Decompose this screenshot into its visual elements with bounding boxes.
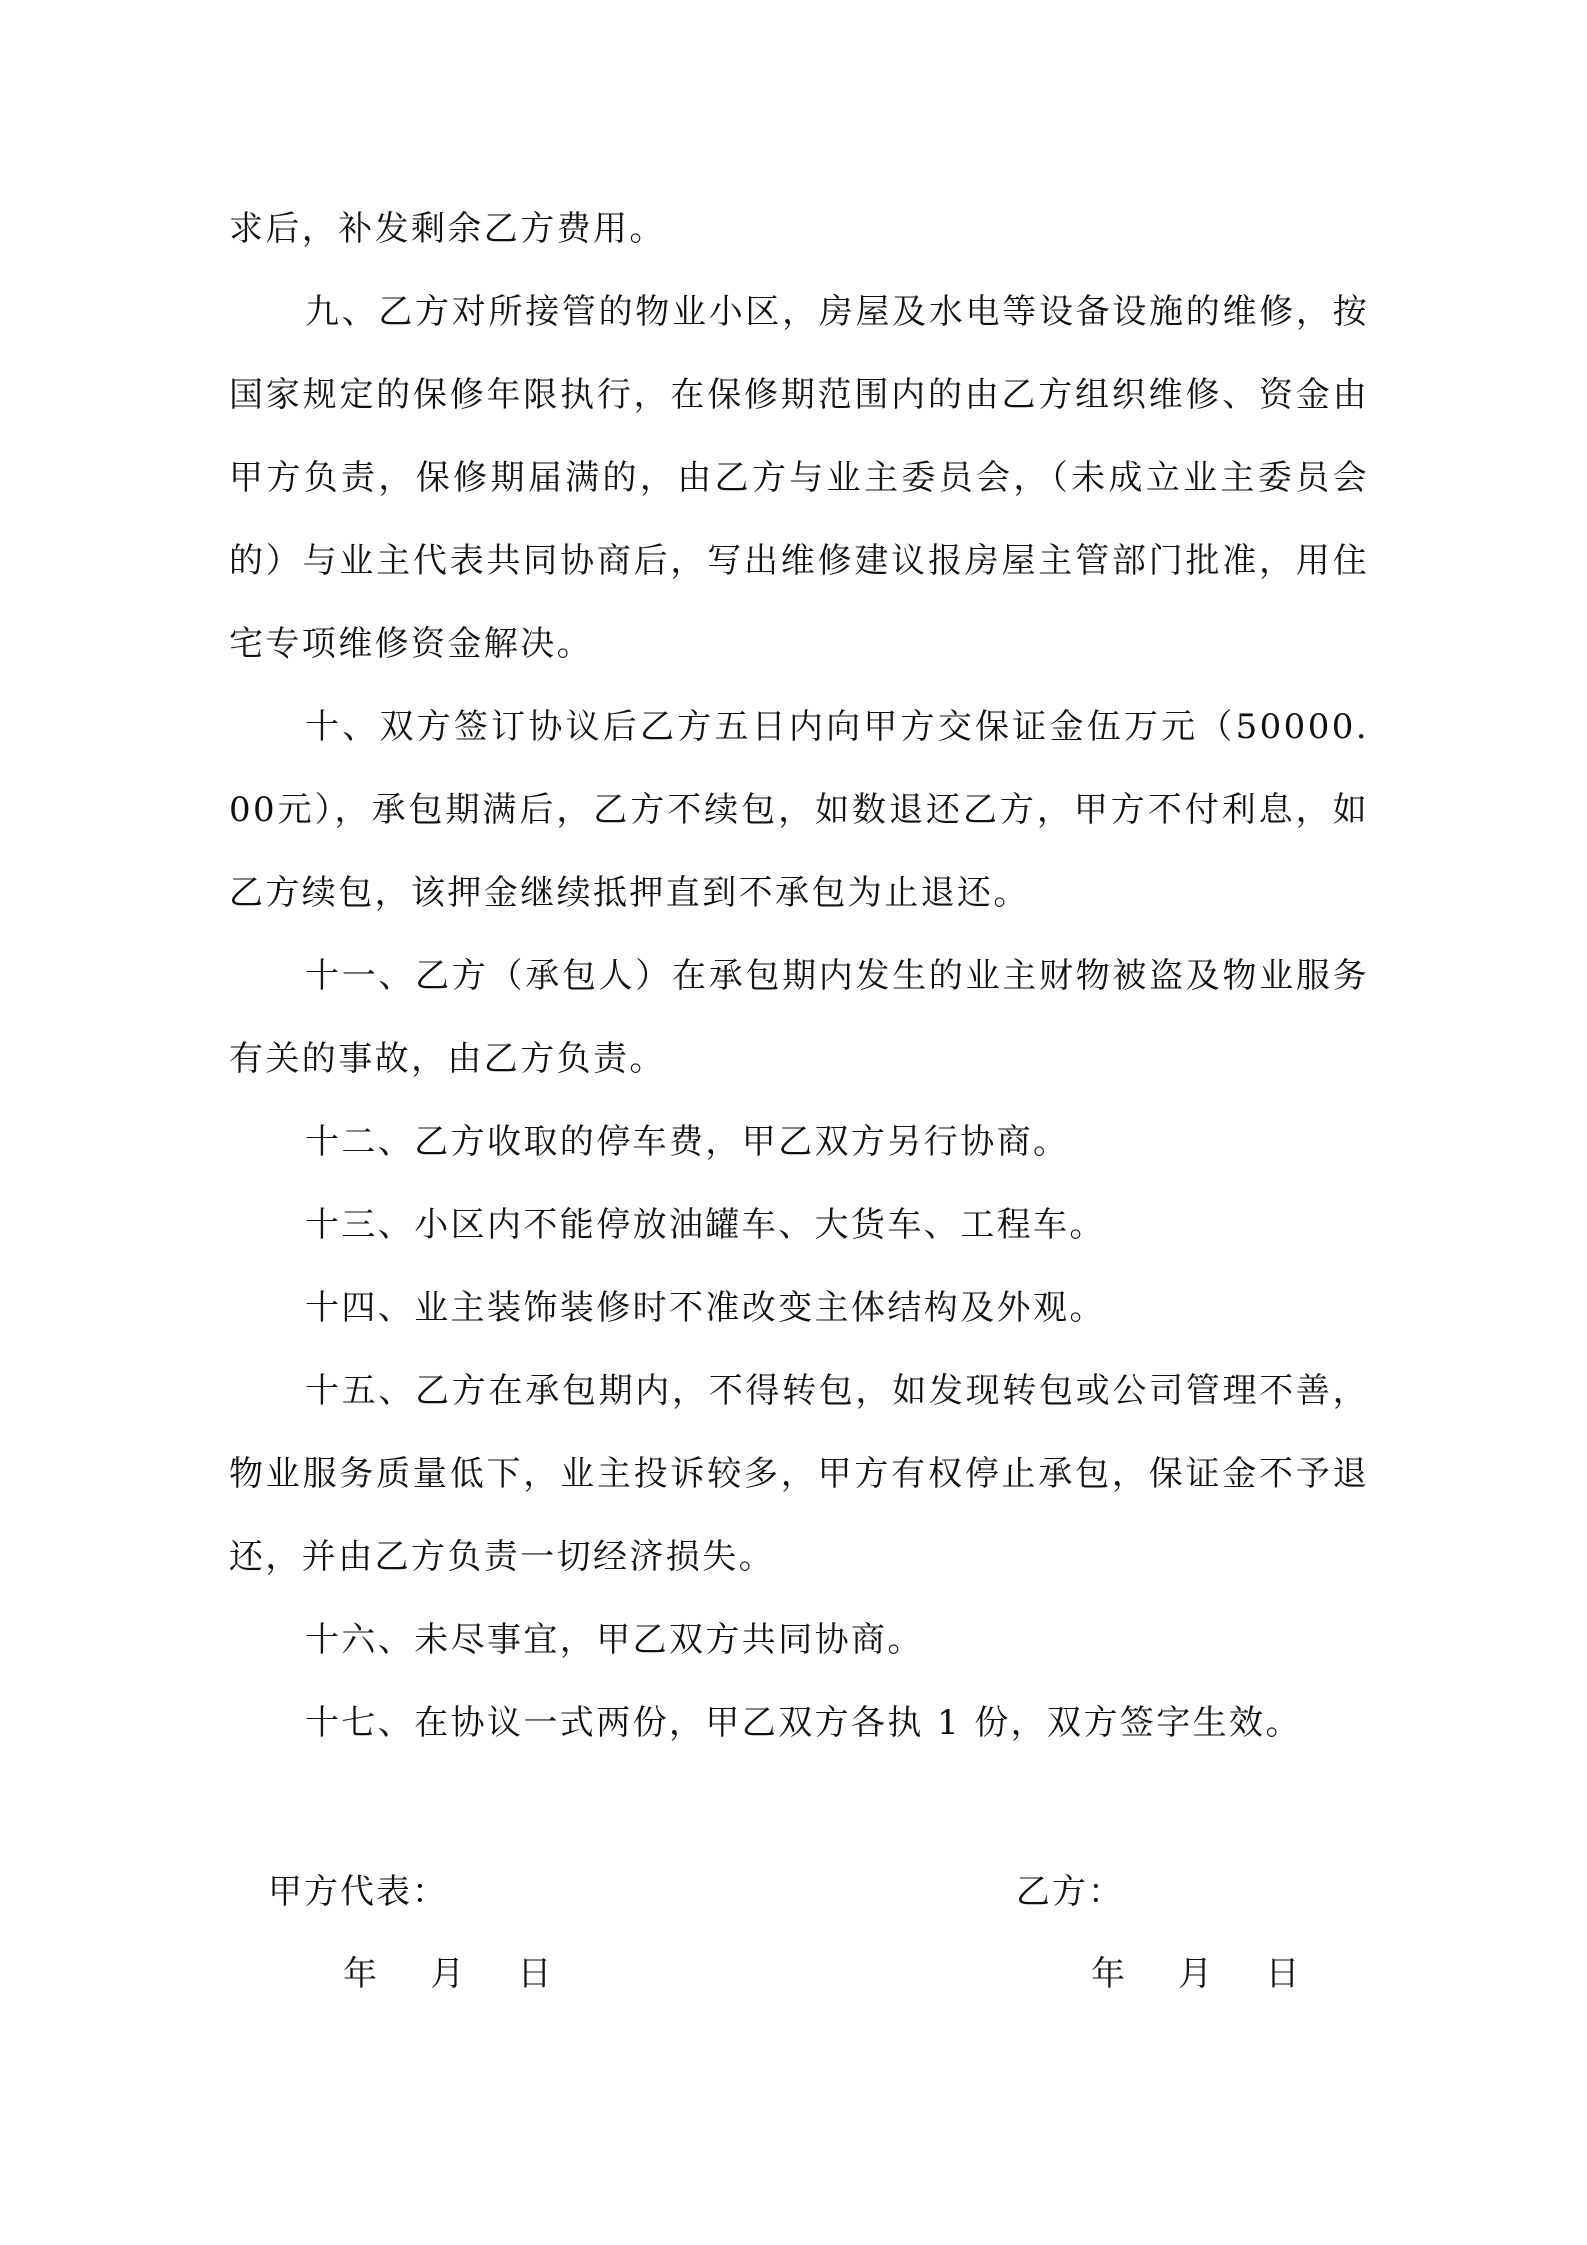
party-b-signature-label: 乙方：	[1016, 1872, 1124, 1912]
party-a-date: 年 月 日	[343, 1954, 554, 1994]
clause-12: 十二、乙方收取的停车费，甲乙双方另行协商。	[305, 1122, 1070, 1162]
document-body	[229, 188, 1369, 1765]
clause-11: 十一、乙方（承包人）在承包期内发生的业主财物被盗及物业服务有关的事故，由乙方负责。	[229, 956, 1369, 1079]
clause-13: 十三、小区内不能停放油罐车、大货车、工程车。	[305, 1205, 1106, 1245]
clause-15: 十五、乙方在承包期内，不得转包，如发现转包或公司管理不善，物业服务质量低下，业主投诉较多，甲方有权停止承包，保证金不予退还，并由乙方负责一切经济损失。	[229, 1371, 1369, 1577]
paragraph-continuation: 求后，补发剩余乙方费用。	[229, 209, 666, 249]
party-b-date: 年 月 日	[1091, 1954, 1302, 1994]
clause-14: 十四、业主装饰装修时不准改变主体结构及外观。	[305, 1288, 1106, 1328]
party-a-signature-label: 甲方代表：	[268, 1872, 448, 1912]
clause-10: 十、双方签订协议后乙方五日内向甲方交保证金伍万元（50000.00元），承包期满后，乙方不续包，如数退还乙方，甲方不付利息，如乙方续包，该押金继续抵押直到不承包为止退还。	[229, 707, 1369, 913]
clause-9: 九、乙方对所接管的物业小区，房屋及水电等设备设施的维修，按国家规定的保修年限执行，在保修期范围内的由乙方组织维修、资金由甲方负责，保修期届满的，由乙方与业主委员会，（未成立业主委员会的）与业主代表共同协商后，写出维修建议报房屋主管部门批准，用住宅专项维修资金解决。	[229, 292, 1369, 664]
clause-17: 十七、在协议一式两份，甲乙双方各执 1 份，双方签字生效。	[305, 1703, 1302, 1743]
clause-16: 十六、未尽事宜，甲乙双方共同协商。	[305, 1620, 924, 1660]
